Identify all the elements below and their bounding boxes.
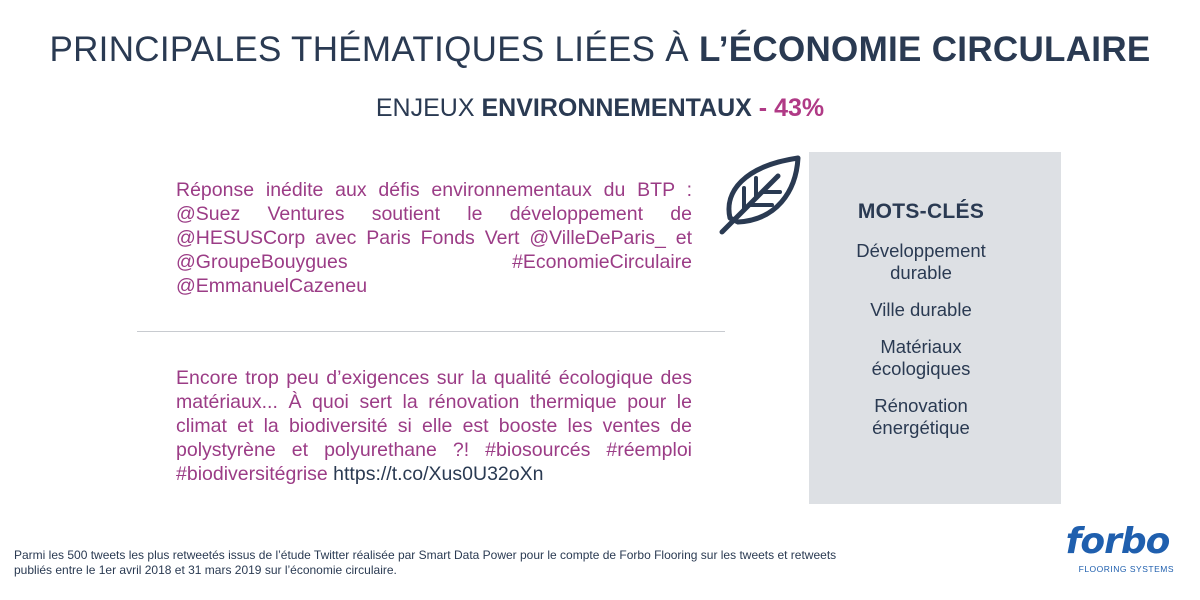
page-subtitle: ENJEUX ENVIRONNEMENTAUX - 43% bbox=[375, 94, 825, 122]
tweet-quote-2: Encore trop peu d’exigences sur la qualité écologique des matériaux... À quoi sert la rénovation thermique pour le climat et la biodiversité si elle est booste les ventes de polystyrène et polyurethane ?! #biosourcés #réemploi #biodiversitégrise https://t.co/Xus0U32oXn bbox=[176, 367, 692, 485]
tweet-quote-1: Réponse inédite aux défis environnementaux du BTP : @Suez Ventures soutient le développement de @HESUSCorp avec Paris Fonds Vert @VilleDeParis_ et @GroupeBouygues #EconomieCirculaire @EmmanuelCazeneu bbox=[176, 179, 692, 297]
keyword-item: Ville durable bbox=[870, 299, 972, 320]
leaf-icon bbox=[716, 152, 804, 238]
logo-tagline: FLOORING SYSTEMS bbox=[1078, 564, 1174, 574]
percentage-badge: - 43% bbox=[751, 94, 825, 122]
keyword-item: Rénovation énergétique bbox=[872, 395, 970, 438]
keyword-item: Développement durable bbox=[856, 240, 986, 283]
page-title: PRINCIPALES THÉMATIQUES LIÉES À L’ÉCONOMIE CIRCULAIRE bbox=[49, 30, 1151, 69]
keyword-item: Matériaux écologiques bbox=[871, 336, 971, 379]
forbo-logo bbox=[1055, 522, 1180, 582]
footnote: Parmi les 500 tweets les plus retweetés issus de l’étude Twitter réalisée par Smart Data Power pour le compte de Forbo Flooring sur les tweets et retweets publiés entre le 1er avril 2018 et 31 mars 2019 sur l’économie circulaire. bbox=[14, 548, 837, 577]
keywords-list bbox=[809, 200, 1033, 454]
divider bbox=[137, 331, 725, 332]
logo-wordmark: forbo bbox=[1065, 521, 1170, 562]
keywords-title: MOTS-CLÉS bbox=[857, 200, 985, 223]
tweet-link[interactable]: https://t.co/Xus0U32oXn bbox=[333, 463, 544, 485]
